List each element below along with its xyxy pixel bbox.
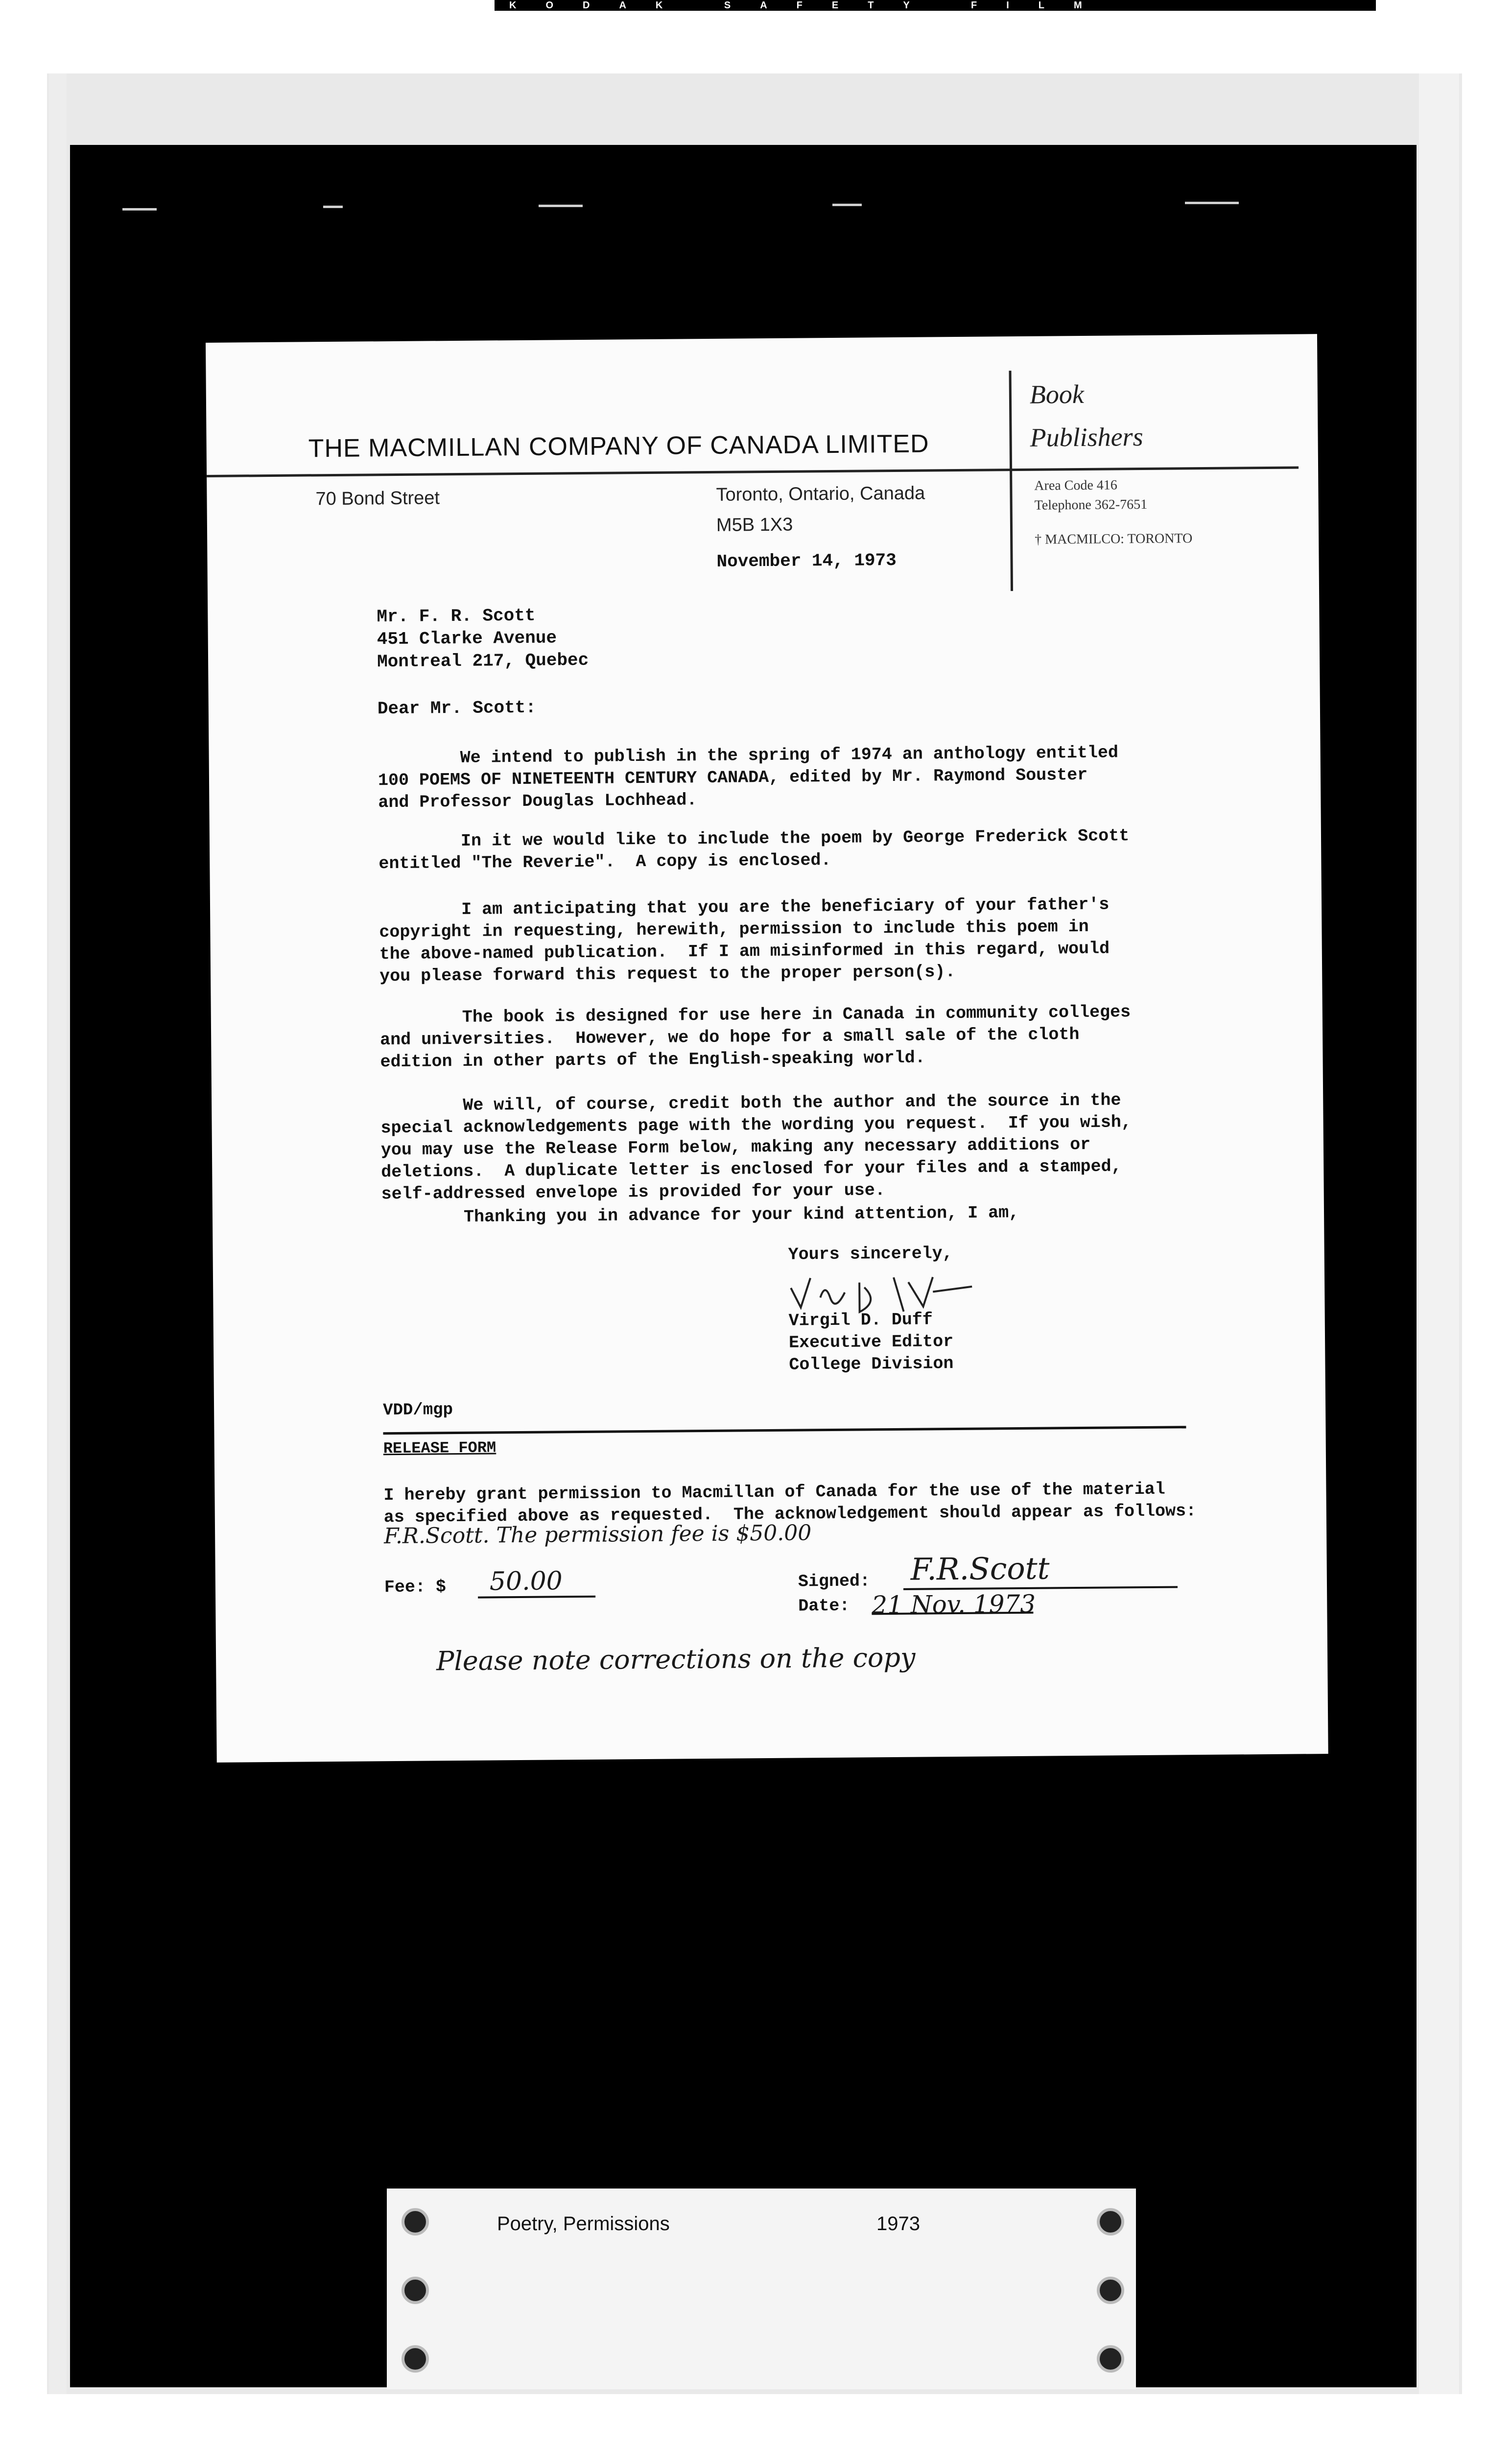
binder-hole-icon	[402, 2208, 429, 2236]
binder-hole-icon	[1097, 2277, 1124, 2304]
tagline-book: Book	[1029, 379, 1085, 409]
closing-block: Yours sincerely, Virgil D. Duff Executive Editor College Division	[788, 1244, 954, 1375]
folder-tab-title: Poetry, Permissions	[497, 2213, 670, 2235]
release-form-title: RELEASE FORM	[383, 1438, 496, 1458]
film-speck	[122, 208, 157, 211]
folder-tab-label	[387, 2189, 1136, 2389]
letterhead-divider	[1009, 371, 1013, 591]
recipient-address: Mr. F. R. Scott 451 Clarke Avenue Montreal 217, Quebec	[377, 605, 589, 672]
letter-page	[206, 334, 1328, 1763]
company-city: Toronto, Ontario, Canada	[716, 483, 925, 505]
salutation: Dear Mr. Scott:	[377, 697, 537, 719]
thanks-line: Thanking you in advance for your kind attention, I am,	[381, 1203, 1019, 1228]
film-speck	[539, 205, 583, 207]
editor-signature-scribble	[786, 1267, 992, 1332]
film-speck	[323, 206, 343, 208]
film-edge-marking: KODAK SAFETY FILM	[495, 0, 1376, 11]
film-right-band	[1419, 73, 1459, 2394]
handwritten-signature: F.R.Scott	[910, 1550, 1050, 1587]
company-area-code: Area Code 416	[1034, 477, 1117, 494]
binder-hole-icon	[1097, 2208, 1124, 2236]
reference-initials: VDD/mgp	[382, 1401, 453, 1420]
film-left-band	[49, 73, 67, 2394]
handwritten-date: 21 Nov. 1973	[872, 1589, 1036, 1620]
binder-hole-icon	[402, 2345, 429, 2373]
letterhead-rule	[207, 466, 1299, 477]
company-name: THE MACMILLAN COMPANY OF CANADA LIMITED	[308, 429, 929, 463]
company-postal-code: M5B 1X3	[716, 514, 793, 536]
film-speck	[832, 204, 862, 206]
fee-label: Fee: $	[384, 1577, 447, 1598]
paragraph: I am anticipating that you are the beneficiary of your father's copyright in requesting, herewith, permission to include this poem in the above-named publication. If I am misinformed in this regard, would you please forward this request to the proper person(s).	[378, 894, 1110, 987]
company-cable-address: † MACMILCO: TORONTO	[1035, 531, 1193, 547]
date-label: Date:	[798, 1596, 850, 1616]
release-grant-text: I hereby grant permission to Macmillan of Canada for the use of the material as specified above as requested. The acknowledgement should appear as follows:	[383, 1479, 1197, 1528]
handwritten-acknowledgement: F.R.Scott. The permission fee is $50.00	[383, 1520, 812, 1549]
signed-label: Signed:	[798, 1571, 871, 1592]
paragraph: In it we would like to include the poem by George Frederick Scott entitled "The Reverie". A copy is enclosed.	[378, 826, 1130, 874]
tagline-publishers: Publishers	[1030, 422, 1143, 452]
company-telephone: Telephone 362-7651	[1034, 496, 1148, 513]
folder-tab-year: 1973	[876, 2213, 920, 2235]
binder-hole-icon	[1097, 2345, 1124, 2373]
handwritten-fee: 50.00	[489, 1566, 563, 1597]
handwritten-note: Please note corrections on the copy	[436, 1642, 916, 1677]
binder-hole-icon	[402, 2277, 429, 2304]
paragraph: We will, of course, credit both the author and the source in the special acknowledgements page with the wording you request. If you wish, you may use the Release Form below, making any necessary additions or deletions. A duplicate letter is enclosed for your files and a stamped, self-addressed envelope is provided for your use.	[380, 1090, 1132, 1204]
film-speck	[1185, 202, 1239, 204]
paragraph: We intend to publish in the spring of 1974 an anthology entitled 100 POEMS OF NINETEENTH CENTURY CANADA, edited by Mr. Raymond Souster and Professor Douglas Lochhead.	[378, 743, 1119, 813]
release-form-rule	[383, 1426, 1186, 1435]
letter-date: November 14, 1973	[716, 550, 897, 572]
company-street: 70 Bond Street	[315, 488, 440, 510]
paragraph: The book is designed for use here in Canada in community colleges and universities. However, we do hope for a small sale of the cloth edition in other parts of the English-speaking world.	[379, 1002, 1131, 1072]
